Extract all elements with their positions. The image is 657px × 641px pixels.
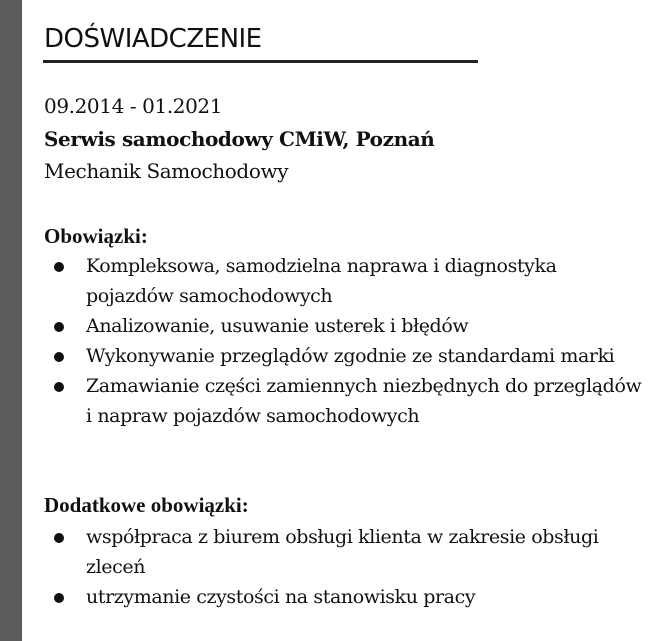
list-item: Zamawianie części zamiennych niezbędnych do przeglądów i napraw pojazdów samochodowych	[44, 371, 646, 431]
bullet-icon	[54, 382, 64, 392]
job-dates: 09.2014 - 01.2021	[44, 94, 223, 118]
list-item: Wykonywanie przeglądów zgodnie ze standardami marki	[44, 341, 646, 371]
bullet-icon	[54, 352, 64, 362]
section-title: DOŚWIADCZENIE	[44, 24, 262, 54]
list-item: utrzymanie czystości na stanowisku pracy	[44, 582, 646, 612]
extra-duties-label: Dodatkowe obowiązki:	[44, 493, 249, 517]
extra-duties-list	[44, 522, 646, 612]
list-item: Analizowanie, usuwanie usterek i błędów	[44, 311, 646, 341]
section-divider	[43, 60, 478, 63]
bullet-icon	[54, 262, 64, 272]
job-company: Serwis samochodowy CMiW, Poznań	[44, 127, 435, 151]
job-position: Mechanik Samochodowy	[44, 159, 289, 183]
duties-label: Obowiązki:	[44, 224, 148, 248]
duties-list	[44, 251, 646, 431]
list-item: współpraca z biurem obsługi klienta w zakresie obsługi zleceń	[44, 522, 646, 582]
bullet-icon	[54, 533, 64, 543]
list-item: Kompleksowa, samodzielna naprawa i diagnostyka pojazdów samochodowych	[44, 251, 646, 311]
bullet-icon	[54, 322, 64, 332]
sidebar-bar	[0, 0, 22, 641]
bullet-icon	[54, 593, 64, 603]
